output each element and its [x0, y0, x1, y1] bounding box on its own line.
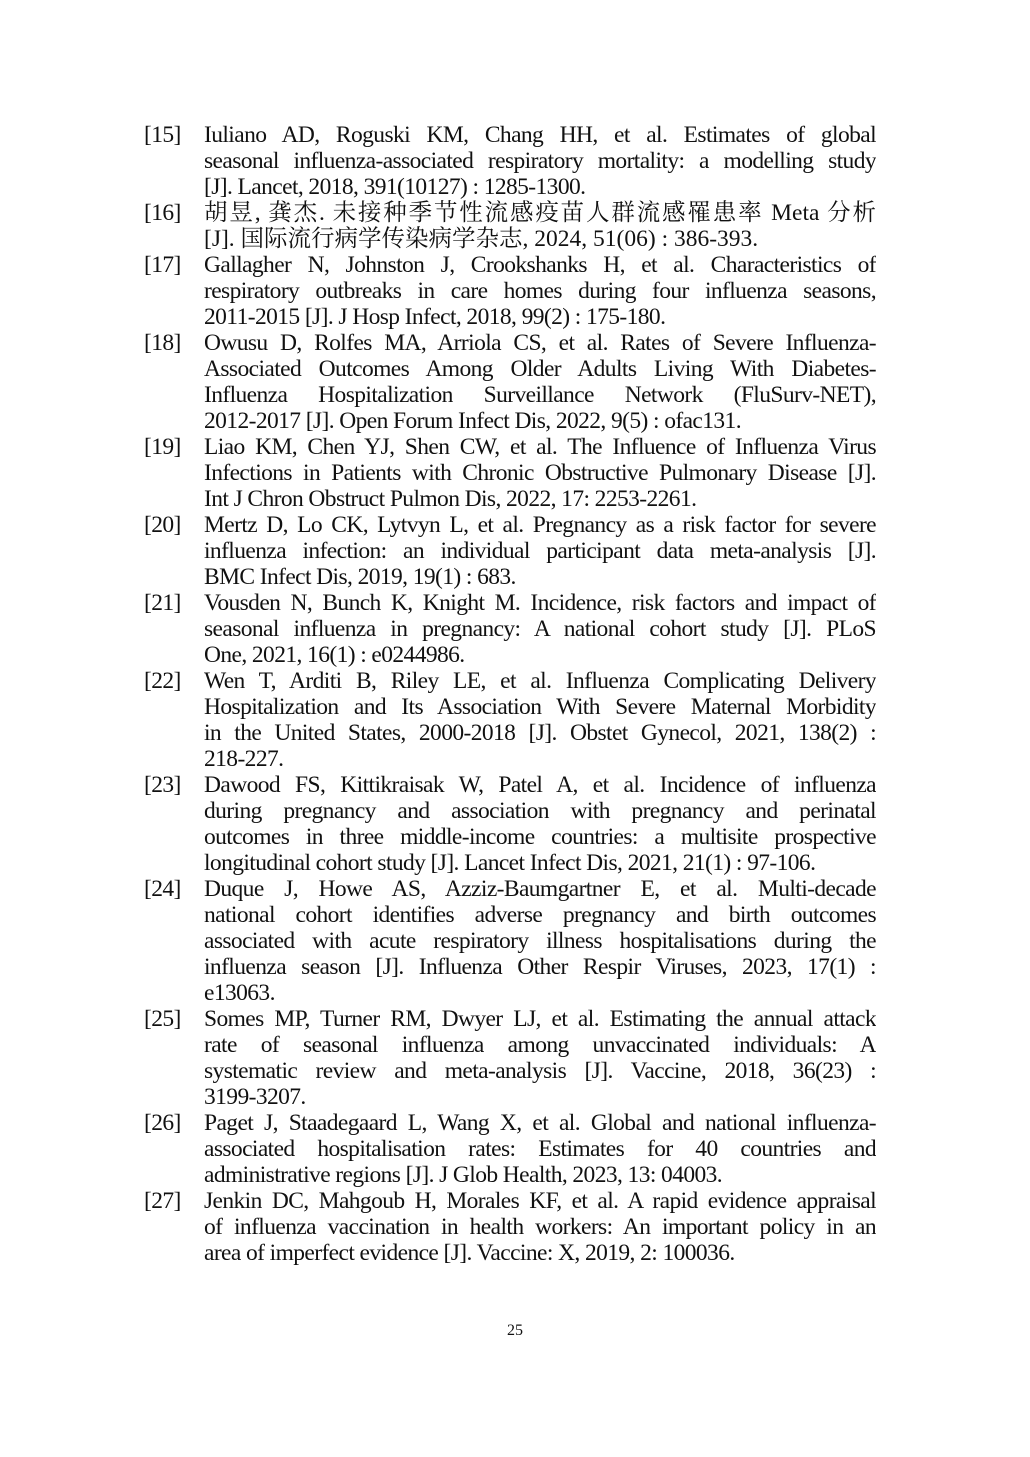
- reference-number: [20]: [144, 512, 181, 538]
- reference-line: Vousden N, Bunch K, Knight M. Incidence, risk factors and impact of: [204, 590, 876, 616]
- reference-line: Infections in Patients with Chronic Obstructive Pulmonary Disease [J].: [204, 460, 876, 486]
- reference-line: Wen T, Arditi B, Riley LE, et al. Influenza Complicating Delivery: [204, 668, 876, 694]
- reference-line: [J]. Lancet, 2018, 391(10127) : 1285-1300.: [204, 174, 586, 200]
- reference-line: in the United States, 2000-2018 [J]. Obstet Gynecol, 2021, 138(2) :: [204, 720, 876, 746]
- reference-line: national cohort identifies adverse pregnancy and birth outcomes: [204, 902, 876, 928]
- reference-line: BMC Infect Dis, 2019, 19(1) : 683.: [204, 564, 516, 590]
- reference-line: Liao KM, Chen YJ, Shen CW, et al. The Influence of Influenza Virus: [204, 434, 876, 460]
- reference-line: influenza infection: an individual participant data meta-analysis [J].: [204, 538, 876, 564]
- reference-entry: [144, 590, 876, 668]
- reference-line: Paget J, Staadegaard L, Wang X, et al. Global and national influenza-: [204, 1110, 876, 1136]
- reference-line: Gallagher N, Johnston J, Crookshanks H, et al. Characteristics of: [204, 252, 876, 278]
- reference-line: e13063.: [204, 980, 275, 1006]
- reference-entry: [144, 200, 876, 252]
- reference-number: [27]: [144, 1188, 181, 1214]
- reference-line: Duque J, Howe AS, Azziz-Baumgartner E, et al. Multi-decade: [204, 876, 876, 902]
- reference-entry: [144, 1006, 876, 1110]
- reference-line: 2011-2015 [J]. J Hosp Infect, 2018, 99(2) : 175-180.: [204, 304, 666, 330]
- reference-line: Int J Chron Obstruct Pulmon Dis, 2022, 17: 2253-2261.: [204, 486, 697, 512]
- reference-line: rate of seasonal influenza among unvaccinated individuals: A: [204, 1032, 876, 1058]
- reference-number: [24]: [144, 876, 181, 902]
- reference-line: Associated Outcomes Among Older Adults Living With Diabetes-: [204, 356, 876, 382]
- reference-line: 胡昱, 龚杰. 未接种季节性流感疫苗人群流感罹患率 Meta 分析: [204, 200, 876, 226]
- reference-entry: [144, 772, 876, 876]
- reference-entry: [144, 1110, 876, 1188]
- reference-line: One, 2021, 16(1) : e0244986.: [204, 642, 465, 668]
- reference-line: seasonal influenza-associated respiratory mortality: a modelling study: [204, 148, 876, 174]
- reference-number: [26]: [144, 1110, 181, 1136]
- reference-number: [23]: [144, 772, 181, 798]
- reference-line: administrative regions [J]. J Glob Health, 2023, 13: 04003.: [204, 1162, 723, 1188]
- reference-line: associated with acute respiratory illness hospitalisations during the: [204, 928, 876, 954]
- reference-line: influenza season [J]. Influenza Other Respir Viruses, 2023, 17(1) :: [204, 954, 876, 980]
- reference-line: Dawood FS, Kittikraisak W, Patel A, et al. Incidence of influenza: [204, 772, 876, 798]
- page-number: 25: [507, 1322, 523, 1339]
- reference-number: [22]: [144, 668, 181, 694]
- reference-entry: [144, 330, 876, 434]
- reference-line: during pregnancy and association with pregnancy and perinatal: [204, 798, 876, 824]
- reference-line: Somes MP, Turner RM, Dwyer LJ, et al. Estimating the annual attack: [204, 1006, 876, 1032]
- reference-line: Iuliano AD, Roguski KM, Chang HH, et al. Estimates of global: [204, 122, 876, 148]
- reference-line: area of imperfect evidence [J]. Vaccine: X, 2019, 2: 100036.: [204, 1240, 735, 1266]
- reference-line: longitudinal cohort study [J]. Lancet Infect Dis, 2021, 21(1) : 97-106.: [204, 850, 816, 876]
- reference-line: outcomes in three middle-income countries: a multisite prospective: [204, 824, 876, 850]
- reference-entry: [144, 512, 876, 590]
- reference-line: 3199-3207.: [204, 1084, 306, 1110]
- reference-line: respiratory outbreaks in care homes during four influenza seasons,: [204, 278, 876, 304]
- reference-entry: [144, 252, 876, 330]
- reference-line: of influenza vaccination in health workers: An important policy in an: [204, 1214, 876, 1240]
- reference-number: [21]: [144, 590, 181, 616]
- reference-line: systematic review and meta-analysis [J]. Vaccine, 2018, 36(23) :: [204, 1058, 876, 1084]
- reference-entry: [144, 122, 876, 200]
- reference-line: Influenza Hospitalization Surveillance Network (FluSurv-NET),: [204, 382, 876, 408]
- reference-entry: [144, 668, 876, 772]
- reference-line: Mertz D, Lo CK, Lytvyn L, et al. Pregnancy as a risk factor for severe: [204, 512, 876, 538]
- reference-line: Jenkin DC, Mahgoub H, Morales KF, et al. A rapid evidence appraisal: [204, 1188, 876, 1214]
- reference-number: [25]: [144, 1006, 181, 1032]
- reference-entry: [144, 434, 876, 512]
- reference-line: 218-227.: [204, 746, 284, 772]
- reference-line: 2012-2017 [J]. Open Forum Infect Dis, 2022, 9(5) : ofac131.: [204, 408, 741, 434]
- reference-line: seasonal influenza in pregnancy: A national cohort study [J]. PLoS: [204, 616, 876, 642]
- reference-number: [17]: [144, 252, 181, 278]
- reference-entry: [144, 876, 876, 1006]
- reference-line: [J]. 国际流行病学传染病学杂志, 2024, 51(06) : 386-393.: [204, 226, 759, 252]
- reference-line: Owusu D, Rolfes MA, Arriola CS, et al. Rates of Severe Influenza-: [204, 330, 876, 356]
- reference-number: [19]: [144, 434, 181, 460]
- reference-number: [18]: [144, 330, 181, 356]
- reference-number: [16]: [144, 200, 181, 226]
- reference-line: Hospitalization and Its Association With Severe Maternal Morbidity: [204, 694, 876, 720]
- reference-number: [15]: [144, 122, 181, 148]
- reference-line: associated hospitalisation rates: Estimates for 40 countries and: [204, 1136, 876, 1162]
- reference-entry: [144, 1188, 876, 1266]
- reference-list: [144, 122, 876, 1266]
